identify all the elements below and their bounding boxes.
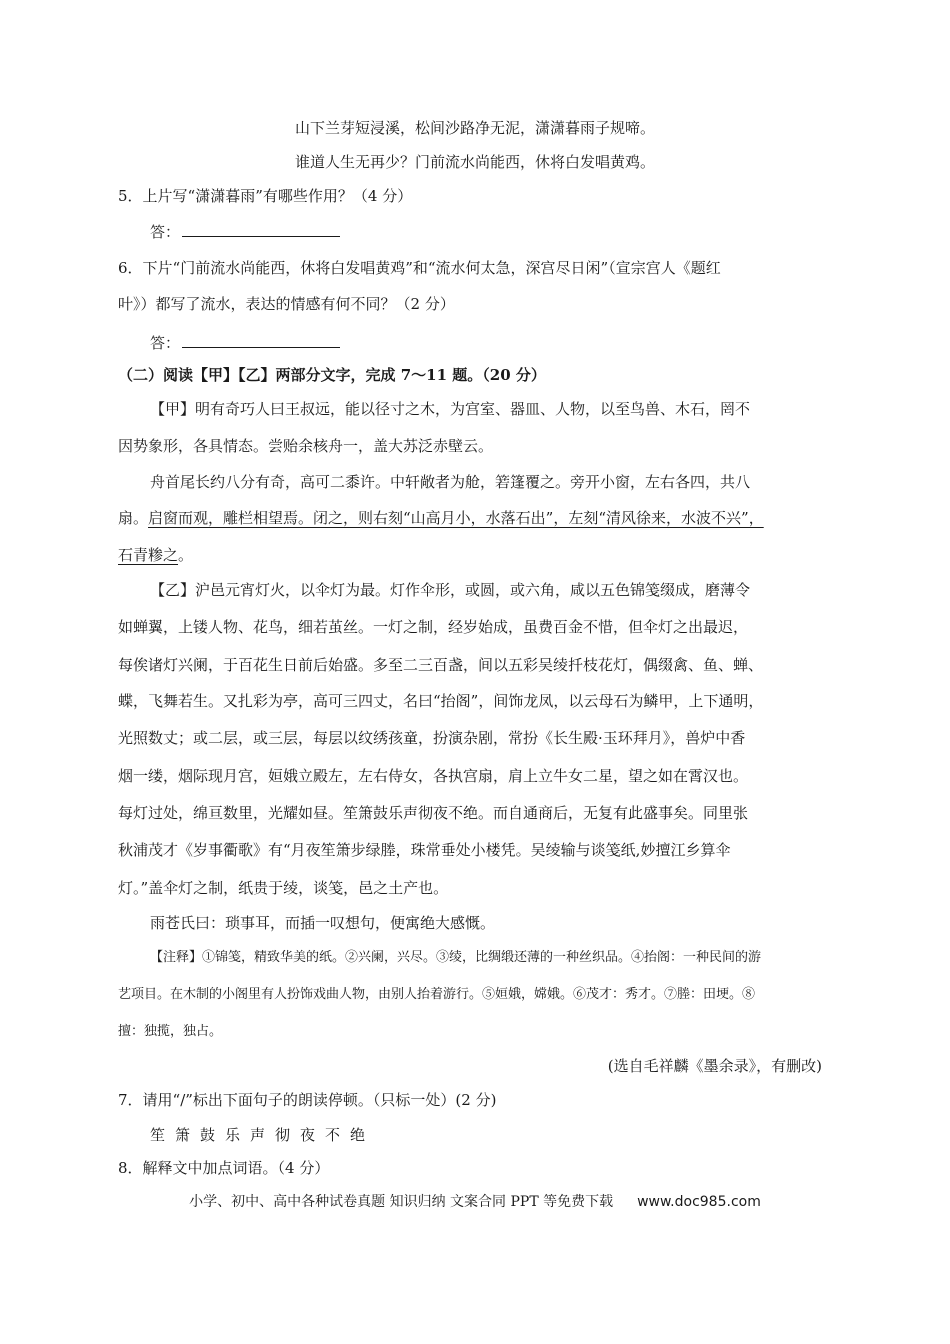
- jia-p2-line-3-plain: 。: [178, 546, 194, 564]
- jia-p2-line-1: 舟首尾长约八分有奇，高可二黍许。中轩敞者为舱，箬篷覆之。旁开小窗，左右各四，共八: [150, 473, 751, 491]
- answer-6-label: 答：: [150, 334, 181, 352]
- jia-underlined-end: 石青糁之: [118, 546, 179, 564]
- question-6-line-2: 叶》）都写了流水，表达的情感有何不同？（2 分）: [118, 295, 455, 313]
- answer-5-blank[interactable]: [182, 222, 340, 237]
- notes-line-3: 擅：独揽，独占。: [118, 1024, 223, 1039]
- yi-line: 【乙】沪邑元宵灯火，以伞灯为最。灯作伞形，或圆，或六角，咸以五色锦笺缀成，磨薄令: [150, 581, 751, 599]
- question-8: 8．解释文中加点词语。（4 分）: [118, 1159, 330, 1177]
- poem-line-1: 山下兰芽短浸溪，松间沙路净无泥，潇潇暮雨子规啼。: [294, 119, 655, 137]
- yi-line: 光照数丈；或二层，或三层，每层以纹绣孩童，扮演杂剧，常扮《长生殿·玉环拜月》，兽炉中香: [118, 729, 746, 747]
- yi-line: 烟一缕，烟际现月宫，姮娥立殿左，左右侍女，各执宫扇，肩上立牛女二星，望之如在霄汉也。: [118, 767, 749, 785]
- footer-url[interactable]: www.doc985.com: [637, 1194, 761, 1210]
- yi-line: 蝶，飞舞若生。又扎彩为亭，高可三四丈，名曰“抬阁”，间饰龙凤，以云母石为鳞甲，上下通明，: [118, 692, 764, 710]
- answer-5-row: [150, 222, 340, 242]
- yi-line: 每灯过处，绵亘数里，光耀如昼。笙箫鼓乐声彻夜不绝。而自通商后，无复有此盛事矣。同里张: [118, 804, 749, 822]
- yi-line: 秋浦茂才《岁事衢歌》有“月夜笙箫步绿塍，珠常垂处小楼凭。吴绫输与谈笺纸,妙擅江乡算伞: [118, 841, 731, 859]
- jia-p1-line-1: 【甲】明有奇巧人曰王叔远，能以径寸之木，为宫室、器皿、人物，以至鸟兽、木石，罔不: [150, 400, 751, 418]
- source-citation: (选自毛祥麟《墨余录》，有删改): [607, 1057, 822, 1075]
- section-2-heading: （二）阅读【甲】【乙】两部分文字，完成 7～11 题。（20 分）: [118, 366, 546, 384]
- footer-text: 小学、初中、高中各种试卷真题 知识归纳 文案合同 PPT 等免费下载: [189, 1194, 614, 1210]
- yi-comment: 雨苍氏曰：琐事耳，而插一叹想句，便寓绝大感慨。: [150, 914, 496, 932]
- yi-line: 灯。”盖伞灯之制，纸贵于绫，谈笺，邑之土产也。: [118, 879, 449, 897]
- question-7-sentence: 笙箫鼓乐声彻夜不绝: [150, 1126, 376, 1144]
- answer-6-blank[interactable]: [182, 333, 340, 348]
- jia-p2-line-2-plain: 扇。: [118, 509, 149, 527]
- question-5: 5．上片写“潇潇暮雨”有哪些作用？（4 分）: [118, 187, 413, 205]
- poem-line-2: 谁道人生无再少？门前流水尚能西，休将白发唱黄鸡。: [294, 153, 655, 171]
- answer-5-label: 答：: [150, 223, 181, 241]
- jia-p2-line-3: [118, 545, 193, 565]
- jia-underlined-sentence: 启窗而观，雕栏相望焉。闭之，则右刻“山高月小，水落石出”，左刻“清风徐来，水波不兴”，: [148, 509, 764, 527]
- jia-p1-line-2: 因势象形，各具情态。尝贻余核舟一，盖大苏泛赤壁云。: [118, 437, 494, 455]
- notes-line-2: 艺项目。在木制的小阁里有人扮饰戏曲人物，由别人抬着游行。⑤姮娥，嫦娥。⑥茂才：秀才。⑦塍：田埂。⑧: [118, 987, 756, 1002]
- notes-line-1: 【注释】①锦笺，精致华美的纸。②兴阑，兴尽。③绫，比绸缎还薄的一种丝织品。④抬阁：一种民间的游: [150, 950, 762, 965]
- yi-line: 如蝉翼，上镂人物、花鸟，细若茧丝。一灯之制，经岁始成，虽费百金不惜，但伞灯之出最迟，: [118, 618, 749, 636]
- question-7: 7．请用“/”标出下面句子的朗读停顿。（只标一处）(2 分): [118, 1091, 497, 1109]
- question-6-line-1: 6．下片“门前流水尚能西，休将白发唱黄鸡”和“流水何太急，深宫尽日闲”（宣宗宫人《题红: [118, 259, 721, 277]
- yi-line: 每俟诸灯兴阑，于百花生日前后始盛。多至二三百盏，间以五彩吴绫扦枝花灯，偶缀禽、鱼、蝉、: [118, 656, 764, 674]
- page-footer: [0, 1192, 950, 1212]
- answer-6-row: [150, 333, 340, 353]
- jia-p2-line-2: [118, 508, 764, 528]
